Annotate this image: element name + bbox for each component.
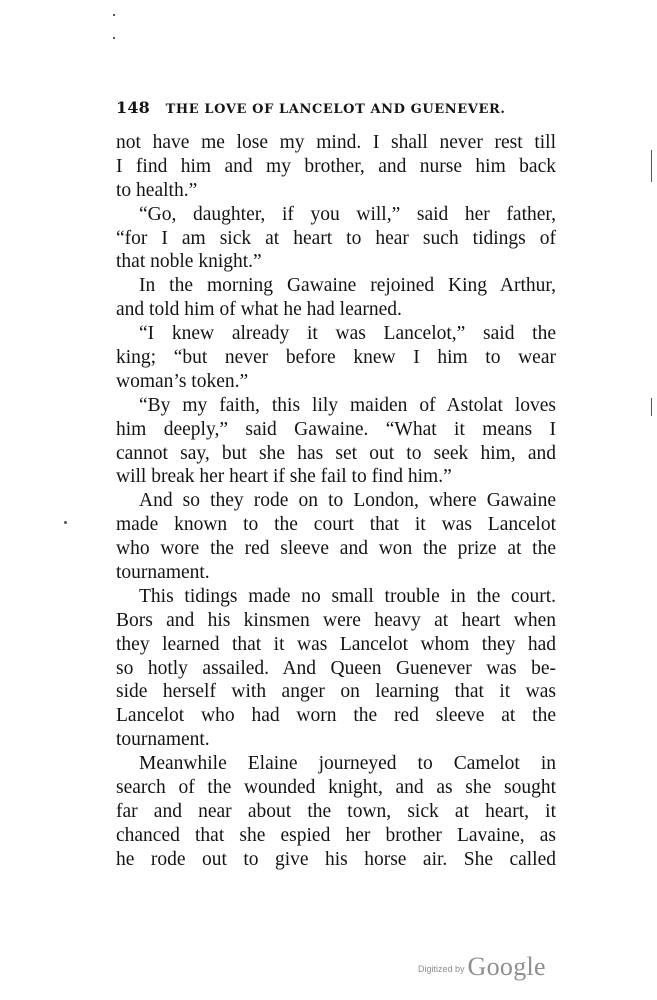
text-line: that noble knight.” — [116, 251, 262, 273]
text-line: far and near about the town, sick at heart, it — [116, 800, 556, 822]
scan-mark — [113, 14, 115, 16]
text-line: In the morning Gawaine rejoined King Arthur, — [139, 275, 556, 297]
scan-mark — [651, 398, 652, 416]
text-line: And so they rode on to London, where Gawaine — [139, 490, 556, 512]
text-line: “By my faith, this lily maiden of Astolat loves — [139, 394, 556, 416]
google-watermark — [418, 952, 546, 982]
text-line: so hotly assailed. And Queen Guenever was be- — [116, 657, 556, 679]
text-line: Meanwhile Elaine journeyed to Camelot in — [139, 753, 556, 775]
text-line: “for I am sick at heart to hear such tidings of — [116, 227, 556, 249]
text-line: will break her heart if she fail to find him.” — [116, 466, 452, 488]
page-number: 148 — [116, 98, 150, 117]
text-line: “Go, daughter, if you will,” said her father, — [139, 203, 556, 225]
text-line: “I knew already it was Lancelot,” said the — [139, 323, 556, 345]
text-line: Lancelot who had worn the red sleeve at the — [116, 705, 556, 727]
text-line: they learned that it was Lancelot whom they had — [116, 633, 556, 655]
running-title: THE LOVE OF LANCELOT AND GUENEVER. — [165, 102, 506, 117]
text-line: tournament. — [116, 729, 210, 751]
text-line: woman’s token.” — [116, 370, 249, 392]
text-line: This tidings made no small trouble in the court. — [139, 585, 556, 607]
text-line: Bors and his kinsmen were heavy at heart when — [116, 609, 556, 631]
text-line: him deeply,” said Gawaine. “What it means I — [116, 418, 556, 440]
scan-mark — [113, 37, 115, 39]
text-line: made known to the court that it was Lancelot — [116, 514, 556, 536]
text-line: I find him and my brother, and nurse him back — [116, 155, 556, 177]
text-line: search of the wounded knight, and as she sought — [116, 777, 556, 799]
text-line: he rode out to give his horse air. She called — [116, 848, 556, 870]
watermark-brand: Google — [467, 952, 546, 981]
scan-mark — [651, 150, 652, 182]
text-line: side herself with anger on learning that it was — [116, 681, 556, 703]
scan-mark — [64, 521, 67, 524]
text-line: chanced that she espied her brother Lavaine, as — [116, 824, 556, 846]
text-line: to health.” — [116, 179, 198, 201]
body-text — [116, 131, 556, 872]
watermark-prefix: Digitized by — [418, 964, 465, 974]
running-header — [116, 98, 546, 117]
text-line: who wore the red sleeve and won the prize at the — [116, 538, 556, 560]
text-line: king; “but never before knew I him to wear — [116, 347, 556, 369]
text-line: tournament. — [116, 562, 210, 584]
text-line: not have me lose my mind. I shall never rest till — [116, 132, 556, 153]
text-line: cannot say, but she has set out to seek him, and — [116, 442, 556, 464]
text-line: and told him of what he had learned. — [116, 299, 402, 321]
